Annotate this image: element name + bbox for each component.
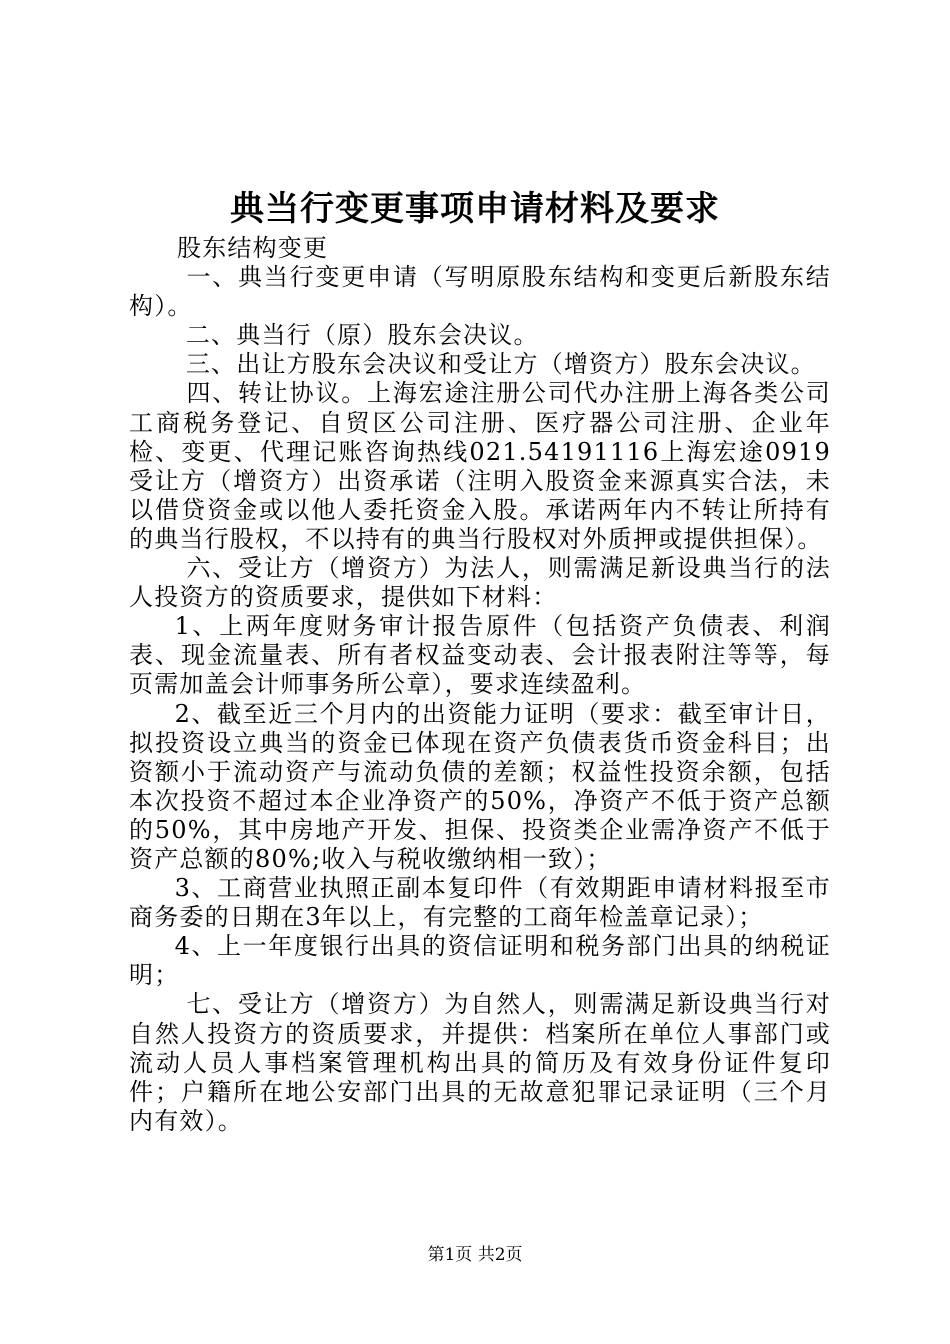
paragraph-item-2: 二、典当行（原）股东会决议。 xyxy=(177,321,539,350)
paragraph-item-1: 一、典当行变更申请（写明原股东结构和变更后新股东结构）。 xyxy=(129,263,831,321)
document-body xyxy=(129,234,831,1136)
paragraph-item-3: 三、出让方股东会决议和受让方（增资方）股东会决议。 xyxy=(177,350,816,379)
paragraph-shareholder-structure: 股东结构变更 xyxy=(177,234,329,262)
paragraph-subitem-2: 2、截至近三个月内的出资能力证明（要求：截至审计日，拟投资设立典当的资金已体现在资产负债表货币资金科目；出资额小于流动资产与流动负债的差额；权益性投资余额，包括本次投资不超过本企业净资产的50%，净资产不低于资产总额的50%，其中房地产开发、担保、投资类企业需净资产不低于资产总额的80%;收入与税收缴纳相一致）； xyxy=(129,699,831,873)
paragraph-item-7: 七、受让方（增资方）为自然人，则需满足新设典当行对自然人投资方的资质要求，并提供：档案所在单位人事部门或流动人员人事档案管理机构出具的简历及有效身份证件复印件；户籍所在地公安部门出具的无故意犯罪记录证明（三个月内有效）。 xyxy=(129,990,831,1135)
paragraph-item-4: 四、转让协议。上海宏途注册公司代办注册上海各类公司工商税务登记、自贸区公司注册、医疗器公司注册、企业年检、变更、代理记账咨询热线021.54191116上海宏途0919受让方（增资方）出资承诺（注明入股资金来源真实合法，未以借贷资金或以他人委托资金入股。承诺两年内不转让所持有的典当行股权，不以持有的典当行股权对外质押或提供担保）。 xyxy=(129,379,831,553)
page-footer: 第1页 共2页 xyxy=(427,1245,523,1265)
paragraph-subitem-3: 3、工商营业执照正副本复印件（有效期距申请材料报至市商务委的日期在3年以上，有完整的工商年检盖章记录）； xyxy=(129,874,831,932)
paragraph-subitem-1: 1、上两年度财务审计报告原件（包括资产负债表、利润表、现金流量表、所有者权益变动表、会计报表附注等等，每页需加盖会计师事务所公章），要求连续盈利。 xyxy=(129,612,831,699)
paragraph-item-6: 六、受让方（增资方）为法人，则需满足新设典当行的法人投资方的资质要求，提供如下材料： xyxy=(129,554,831,612)
document-title: 典当行变更事项申请材料及要求 xyxy=(230,189,720,229)
paragraph-subitem-4: 4、上一年度银行出具的资信证明和税务部门出具的纳税证明； xyxy=(129,932,831,990)
